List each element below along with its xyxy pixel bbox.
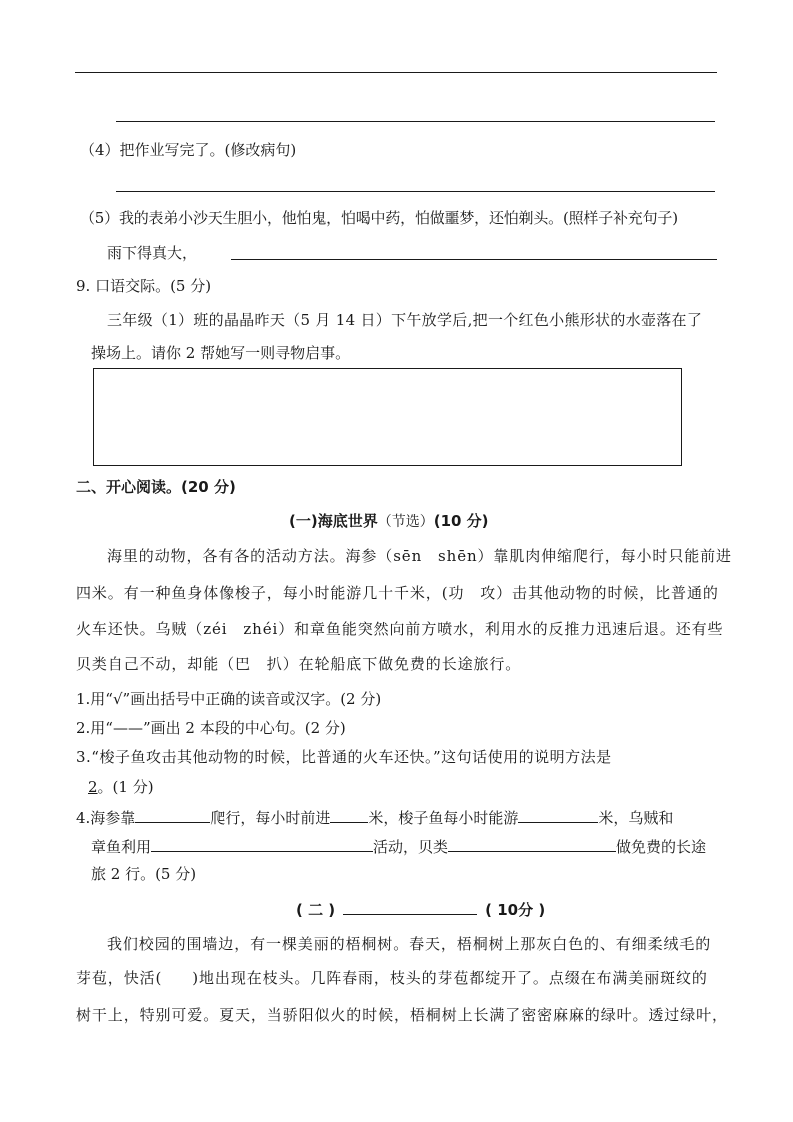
- answer-line[interactable]: [231, 259, 717, 260]
- passage-1-title-score: (10 分): [433, 512, 489, 530]
- answer-line[interactable]: [116, 191, 715, 192]
- passage-1-line: 火车还快。乌贼（zéi zhéi）和章鱼能突然向前方喷水，利用水的反推力迅速后退。还有些: [76, 620, 724, 638]
- passage-1-line: 贝类自己不动，却能（巴 扒）在轮船底下做免费的长途旅行。: [76, 655, 522, 673]
- question-9-line-1: 三年级（1）班的晶晶昨天（5 月 14 日）下午放学后,把一个红色小熊形状的水壶落在了: [107, 311, 703, 329]
- question-8-item-5: （5）我的表弟小沙天生胆小，他怕鬼，怕喝中药，怕做噩梦，还怕剃头。(照样子补充句子): [80, 209, 678, 227]
- question-4-text: 爬行，每小时前进: [210, 809, 331, 827]
- passage-2-line: 我们校园的围墙边，有一棵美丽的梧桐树。春天，梧桐树上那灰白色的、有细柔绒毛的: [107, 935, 712, 953]
- question-8-item-4: （4）把作业写完了。(修改病句): [80, 141, 297, 159]
- question-4-row-1: [76, 806, 673, 828]
- question-4-row-2: [91, 835, 706, 857]
- passage-1-title-note: （节选）: [377, 514, 434, 530]
- passage-2-title-right: ( 10分 ): [485, 901, 546, 919]
- question-3-answer-line: [88, 777, 154, 797]
- passage-2-title: [296, 898, 545, 920]
- section-2-title: 二、开心阅读。(20 分): [76, 478, 236, 496]
- passage-2-line: 树干上，特别可爱。夏天，当骄阳似火的时候，梧桐树上长满了密密麻麻的绿叶。透过绿叶，: [76, 1006, 728, 1024]
- fill-blank[interactable]: [448, 835, 616, 852]
- answer-box[interactable]: [93, 368, 682, 466]
- question-3-blank[interactable]: 2: [88, 778, 98, 796]
- question-9-title: 9. 口语交际。(5 分): [76, 277, 212, 295]
- fill-blank[interactable]: [518, 806, 598, 823]
- fill-blank[interactable]: [135, 806, 210, 823]
- question-4-text: 活动，贝类: [373, 838, 449, 856]
- passage-2-text: 芽苞，快活(: [76, 969, 163, 987]
- passage-2-title-blank[interactable]: [343, 898, 477, 915]
- question-4-text: 章鱼利用: [91, 838, 152, 856]
- question-3: 3.“梭子鱼攻击其他动物的时候，比普通的火车还快。”这句话使用的说明方法是: [76, 748, 612, 766]
- passage-1-line: 四米。有一种鱼身体像梭子，每小时能游几十千米，(功 攻）击其他动物的时候，比普通的: [76, 584, 719, 602]
- fill-blank[interactable]: [330, 806, 368, 823]
- passage-2-title-left: ( 二 ): [296, 901, 336, 919]
- question-4-text: 米，梭子鱼每小时能游: [368, 809, 519, 827]
- question-9-line-2: 操场上。请你 2 帮她写一则寻物启事。: [91, 344, 351, 362]
- question-4-text: 做免费的长途: [616, 838, 707, 856]
- passage-2-text: )地出现在枝头。几阵春雨，枝头的芽苞都绽开了。点缀在布满美丽斑纹的: [192, 969, 708, 987]
- passage-1-title: [289, 511, 489, 532]
- answer-line[interactable]: [116, 121, 715, 122]
- passage-1-title-text: (一)海底世界: [289, 512, 378, 530]
- question-4-text: 米，乌贼和: [598, 809, 674, 827]
- header-rule: [75, 72, 717, 73]
- question-3-score: 。(1 分): [97, 778, 154, 796]
- passage-2-line: [76, 968, 708, 988]
- question-1: 1.用“√”画出括号中正确的读音或汉字。(2 分): [76, 690, 382, 708]
- question-4-row-3: 旅 2 行。(5 分): [91, 865, 197, 883]
- passage-1-line: 海里的动物，各有各的活动方法。海参（sēn shēn）靠肌肉伸缩爬行，每小时只能前进: [107, 547, 732, 565]
- fill-blank[interactable]: [151, 835, 373, 852]
- question-8-item-5-prompt: 雨下得真大，: [107, 244, 198, 262]
- question-4-text: 4.海参靠: [76, 809, 136, 827]
- question-2: 2.用“——”画出 2 本段的中心句。(2 分): [76, 719, 346, 737]
